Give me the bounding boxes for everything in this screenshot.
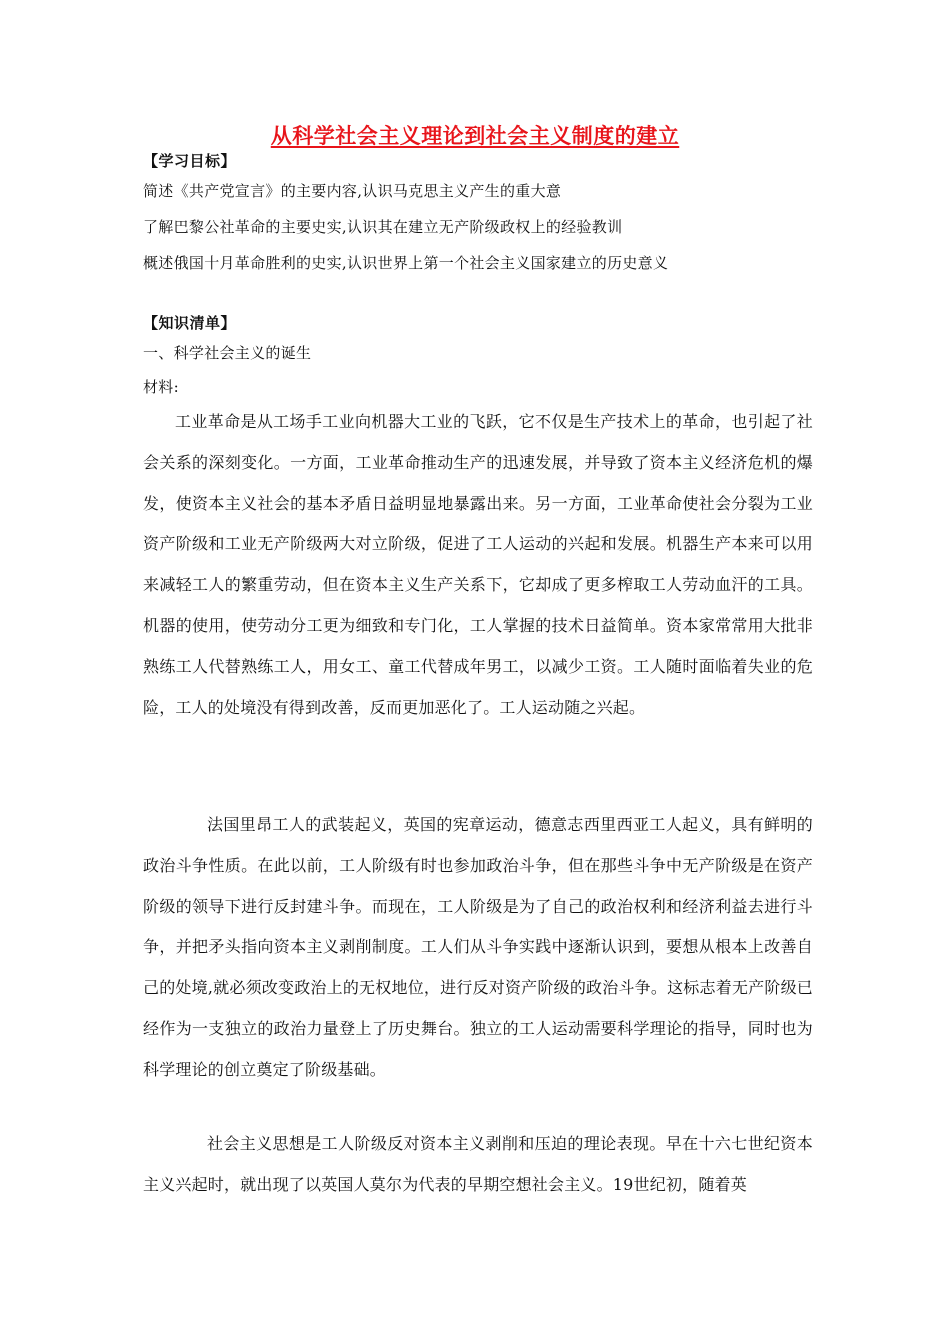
document-title: 从科学社会主义理论到社会主义制度的建立: [270, 124, 680, 148]
objective-item: 简述《共产党宣言》的主要内容,认识马克思主义产生的重大意: [143, 182, 562, 200]
material-paragraph: 社会主义思想是工人阶级反对资本主义剥削和压迫的理论表现。早在十六七世纪资本主义兴起时，就出现了以英国人莫尔为代表的早期空想社会主义。19世纪初，随着英: [143, 1134, 813, 1194]
material-label: 材料:: [143, 378, 179, 396]
objective-item: 了解巴黎公社革命的主要史实,认识其在建立无产阶级政权上的经验教训: [143, 218, 623, 236]
knowledge-heading: 【知识清单】: [143, 314, 237, 332]
section-title: 一、科学社会主义的诞生: [143, 344, 312, 362]
objectives-heading: 【学习目标】: [143, 152, 237, 170]
material-paragraph: 法国里昂工人的武装起义，英国的宪章运动，德意志西里西亚工人起义，具有鲜明的政治斗争性质。在此以前，工人阶级有时也参加政治斗争，但在那些斗争中无产阶级是在资产阶级的领导下进行反封建斗争。而现在，工人阶级是为了自己的政治权利和经济利益去进行斗争，并把矛头指向资本主义剥削制度。工人们从斗争实践中逐渐认识到，要想从根本上改善自己的处境,就必须改变政治上的无权地位，进行反对资产阶级的政治斗争。这标志着无产阶级已经作为一支独立的政治力量登上了历史舞台。独立的工人运动需要科学理论的指导，同时也为科学理论的创立奠定了阶级基础。: [143, 815, 813, 1079]
objective-item: 概述俄国十月革命胜利的史实,认识世界上第一个社会主义国家建立的历史意义: [143, 254, 669, 272]
material-paragraph: 工业革命是从工场手工业向机器大工业的飞跃，它不仅是生产技术上的革命，也引起了社会关系的深刻变化。一方面，工业革命推动生产的迅速发展，并导致了资本主义经济危机的爆发，使资本主义社会的基本矛盾日益明显地暴露出来。另一方面，工业革命使社会分裂为工业资产阶级和工业无产阶级两大对立阶级，促进了工人运动的兴起和发展。机器生产本来可以用来减轻工人的繁重劳动，但在资本主义生产关系下，它却成了更多榨取工人劳动血汗的工具。机器的使用，使劳动分工更为细致和专门化，工人掌握的技术日益简单。资本家常常用大批非熟练工人代替熟练工人，用女工、童工代替成年男工，以减少工资。工人随时面临着失业的危险，工人的处境没有得到改善，反而更加恶化了。工人运动随之兴起。: [143, 412, 813, 717]
